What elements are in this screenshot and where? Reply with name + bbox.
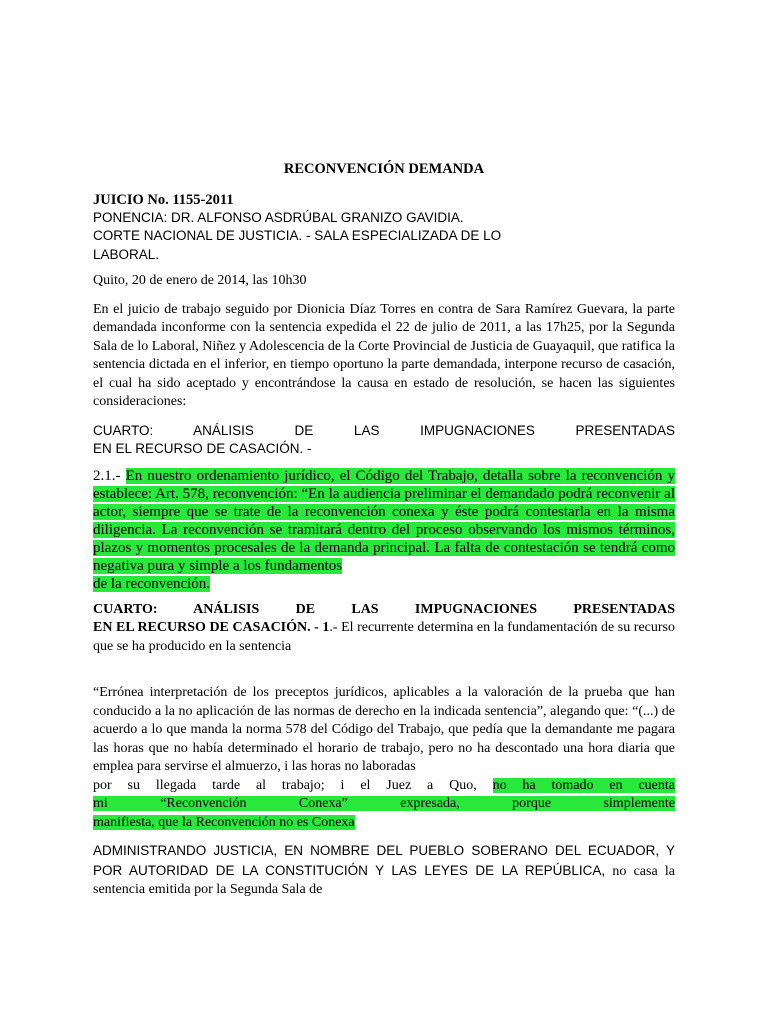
closing-rest-text: no casa la sentencia emitida por la Segunda Sala de bbox=[93, 863, 675, 897]
quote-highlight-text-3: manifiesta, que la Reconvención no es Conexa bbox=[93, 814, 355, 830]
quote-continuation bbox=[93, 777, 675, 796]
quote-continuation-3 bbox=[93, 814, 675, 833]
section-heading: CUARTO: ANÁLISIS DE LAS IMPUGNACIONES PRESENTADAS bbox=[93, 422, 675, 438]
document-title: RECONVENCIÓN DEMANDA bbox=[283, 161, 485, 177]
closing-caps-text: ADMINISTRANDO JUSTICIA, EN NOMBRE DEL PUEBLO SOBERANO DEL ECUADOR, Y POR AUTORIDAD DE LA CONSTITUCIÓN Y LAS LEYES DE LA REPÚBLICA, bbox=[93, 843, 675, 878]
highlighted-last-text: de la reconvención. bbox=[93, 575, 211, 592]
section-heading-cont: EN EL RECURSO DE CASACIÓN. - bbox=[93, 441, 312, 456]
quote-continuation-2 bbox=[93, 795, 675, 814]
section-number: 2.1.- bbox=[93, 467, 121, 484]
quote-highlight-text: no ha tomado en cuenta bbox=[492, 777, 676, 793]
quote-paragraph: “Errónea interpretación de los preceptos jurídicos, aplicables a la valoración de la prueba que han conducido a la no aplicación de las normas de derecho en la indicada sentencia”, alegando que: “(...) de acuerdo a lo que manda la norma 578 del Código del Trabajo, que pedía que la demandante me pagara las horas que no había determinado el horario de trabajo, pero no ha descontado una hora diaria que emplea para servirse el almuerzo, i las horas no laboradas bbox=[93, 685, 675, 774]
quote-highlight-text-2: mi “Reconvención Conexa” expresada, porque simplemente bbox=[93, 796, 675, 811]
highlighted-last-line bbox=[93, 575, 675, 593]
document-page bbox=[93, 160, 675, 900]
recurrente-text: .- El recurrente determina en la fundamentación de su recurso que se ha producido en la sentencia bbox=[93, 620, 675, 654]
bold-heading-cont: EN EL RECURSO DE CASACIÓN. - 1 bbox=[93, 620, 330, 635]
highlighted-text: En nuestro ordenamiento jurídico, el Código del Trabajo, detalla sobre la reconvención y establece: Art. 578, reconvención: “En la audiencia preliminar el demandado podrá reconvenir al actor, siempre que se trate de la reconvención conexa y éste podrá contestarla en la misma diligencia. La reconvención se tramitará dentro del proceso observando los mismos términos, plazos y momentos procesales de la demanda principal. La falta de contestación se tendrá como negativa pura y simple a los fundamentos bbox=[93, 467, 676, 574]
closing-paragraph bbox=[93, 842, 675, 900]
court-line-cont: LABORAL. bbox=[93, 246, 160, 262]
recurrente-paragraph bbox=[93, 619, 675, 656]
spacer bbox=[93, 656, 675, 684]
highlighted-paragraph bbox=[93, 467, 675, 575]
ponencia-line: PONENCIA: DR. ALFONSO ASDRÚBAL GRANIZO GAVIDIA. bbox=[93, 209, 464, 225]
bold-heading: CUARTO: ANÁLISIS DE LAS IMPUGNACIONES PRESENTADAS bbox=[93, 601, 675, 617]
date-line: Quito, 20 de enero de 2014, las 10h30 bbox=[93, 273, 307, 288]
intro-paragraph: En el juicio de trabajo seguido por Dionicia Díaz Torres en contra de Sara Ramírez Guevara, la parte demandada inconforme con la sentencia expedida el 22 de julio de 2011, a las 17h25, por la Segunda Sala de lo Laboral, Niñez y Adolescencia de la Corte Provincial de Justicia de Guayaquil, que ratifica la sentencia dictada en el inferior, en tiempo oportuno la parte demandada, interpone recurso de casación, el cual ha sido aceptado y encontrándose la causa en estado de resolución, se hacen las siguientes consideraciones: bbox=[93, 301, 675, 409]
case-number: JUICIO No. 1155-2011 bbox=[93, 191, 234, 208]
quote-plain-text: por su llegada tarde al trabajo; i el Juez a Quo, bbox=[93, 777, 477, 793]
court-line: CORTE NACIONAL DE JUSTICIA. - SALA ESPECIALIZADA DE LO bbox=[93, 228, 502, 243]
